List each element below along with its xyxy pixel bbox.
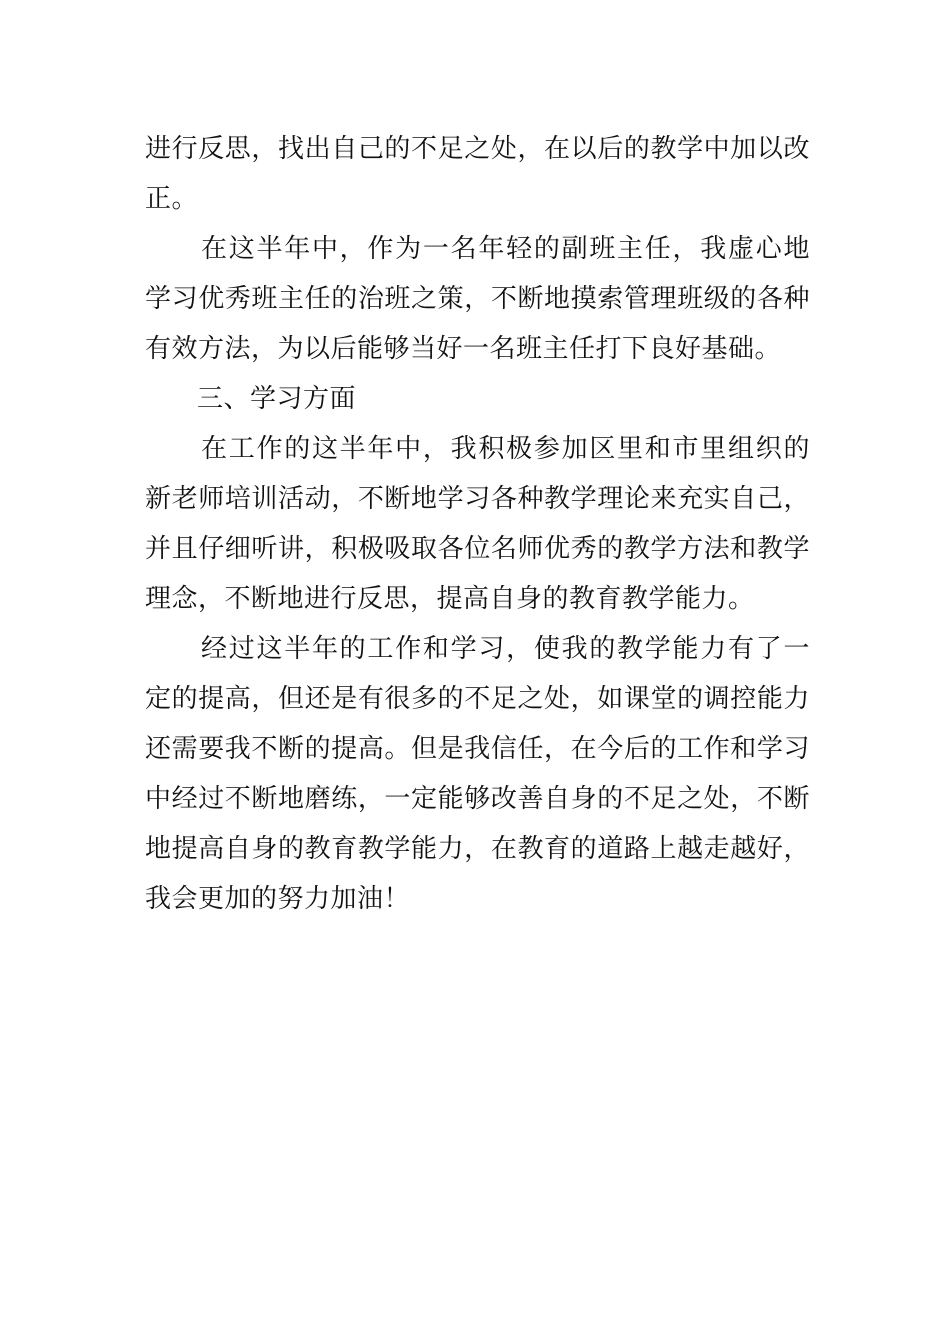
section-heading-study: 三、学习方面 bbox=[197, 384, 357, 414]
paragraph-class-teacher: 在这半年中，作为一名年轻的副班主任，我虚心地学习优秀班主任的治班之策，不断地摸索管理班级的各种有效方法，为以后能够当好一名班主任打下良好基础。 bbox=[145, 234, 810, 364]
paragraph-conclusion: 经过这半年的工作和学习，使我的教学能力有了一定的提高，但还是有很多的不足之处，如课堂的调控能力还需要我不断的提高。但是我信任，在今后的工作和学习中经过不断地磨练，一定能够改善自身的不足之处，不断地提高自身的教育教学能力，在教育的道路上越走越好，我会更加的努力加油！ bbox=[145, 634, 810, 914]
paragraph-training: 在工作的这半年中，我积极参加区里和市里组织的新老师培训活动，不断地学习各种教学理论来充实自己，并且仔细听讲，积极吸取各位名师优秀的教学方法和教学理念，不断地进行反思，提高自身的教育教学能力。 bbox=[145, 434, 810, 614]
document-body bbox=[145, 124, 810, 924]
paragraph-continuation: 进行反思，找出自己的不足之处，在以后的教学中加以改正。 bbox=[145, 134, 810, 214]
